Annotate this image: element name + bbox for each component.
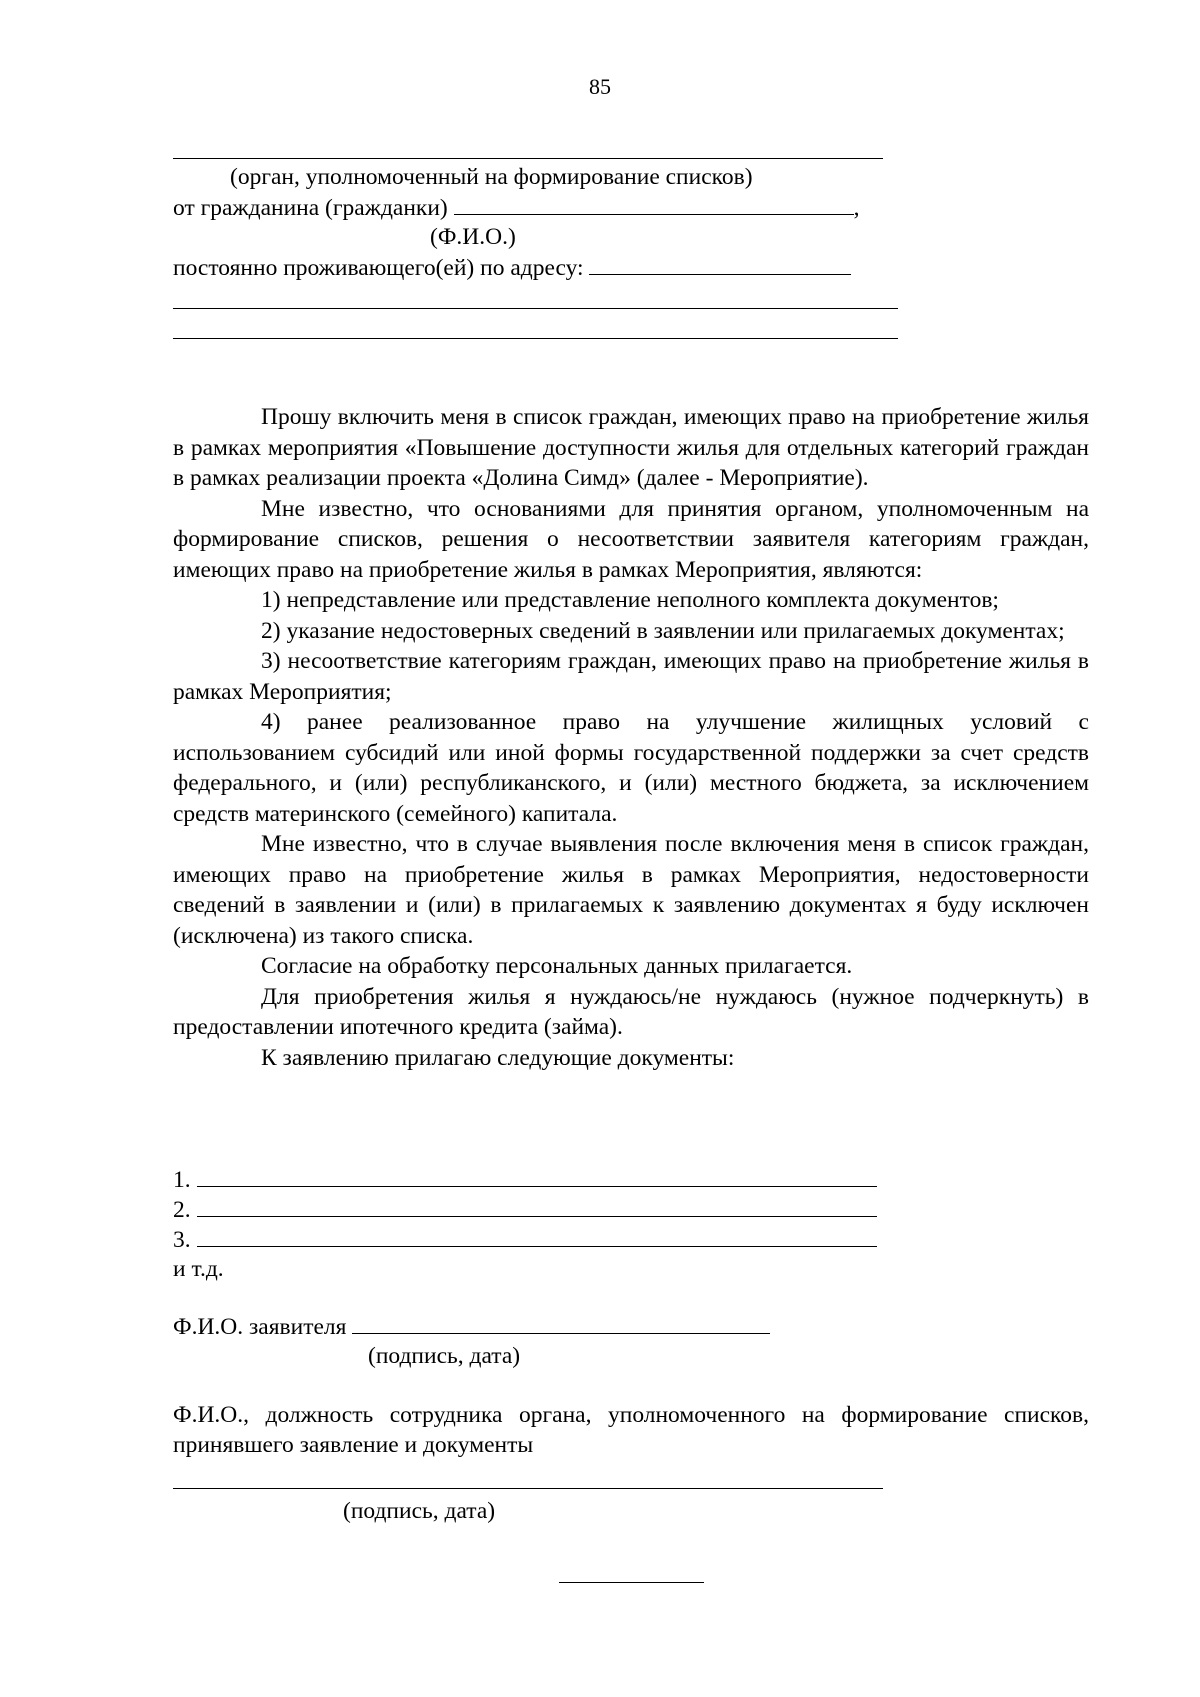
employee-caption: (подпись, дата)	[343, 1498, 496, 1524]
ground-item-4: 4) ранее реализованное право на улучшение жилищных условий с использованием субсидий или иной формы государственной поддержки за счет средств федерального, и (или) республиканского, и (или) местного бюджета, за исключением средств материнского (семейного) капитала.	[173, 709, 1089, 827]
paragraph-exclusion: Мне известно, что в случае выявления после включения меня в список граждан, имеющих право на приобретение жилья в рамках Мероприятия, недостоверности сведений в заявлении и (или) в прилагаемых к заявлению документах я буду исключен (исключена) из такого списка.	[173, 831, 1089, 949]
ground-item-3: 3) несоответствие категориям граждан, имеющих право на приобретение жилья в рамках Мероприятия;	[173, 648, 1089, 705]
organ-caption: (орган, уполномоченный на формирование списков)	[230, 164, 753, 190]
paragraph-mortgage: Для приобретения жилья я нуждаюсь/не нуждаюсь (нужное подчеркнуть) в предоставлении ипотечного кредита (займа).	[173, 983, 1089, 1040]
organ-line[interactable]	[173, 158, 883, 159]
attachment-item-3	[173, 1224, 877, 1255]
applicant-signature-field[interactable]	[352, 1311, 770, 1334]
address-line-3[interactable]	[173, 338, 898, 339]
ground-item-1: 1) непредставление или представление неполного комплекта документов;	[261, 587, 999, 613]
attachment-field-2[interactable]	[197, 1194, 877, 1217]
page-number: 85	[589, 74, 611, 99]
attachment-number: 1.	[173, 1167, 191, 1193]
from-citizen-row	[173, 192, 859, 223]
employee-signature-line[interactable]	[173, 1488, 883, 1489]
address-line-2[interactable]	[173, 308, 898, 309]
citizen-name-field[interactable]	[454, 192, 854, 215]
address-label: постоянно проживающего(ей) по адресу:	[173, 255, 584, 281]
statement-body	[173, 402, 1089, 1073]
comma: ,	[853, 195, 860, 221]
attachment-item-1	[173, 1164, 877, 1195]
attachment-number: 3.	[173, 1227, 191, 1253]
paragraph-attachments-intro: К заявлению прилагаю следующие документы:	[261, 1044, 735, 1071]
applicant-row	[173, 1311, 770, 1342]
applicant-caption: (подпись, дата)	[368, 1343, 521, 1369]
paragraph-grounds: Мне известно, что основаниями для принятия органом, уполномоченным на формирование списков, решения о несоответствии заявителя категориям граждан, имеющих право на приобретение жилья в рамках Мероприятия, являются:	[173, 495, 1089, 583]
attachments-etc: и т.д.	[173, 1256, 224, 1282]
from-citizen-label: от гражданина (гражданки)	[173, 195, 448, 221]
employee-text	[173, 1400, 1089, 1460]
attachment-field-3[interactable]	[197, 1224, 877, 1247]
end-separator	[559, 1582, 704, 1583]
attachment-number: 2.	[173, 1197, 191, 1223]
attachment-field-1[interactable]	[197, 1164, 877, 1187]
paragraph-consent: Согласие на обработку персональных данных прилагается.	[261, 953, 853, 979]
attachment-item-2	[173, 1194, 877, 1225]
ground-item-2: 2) указание недостоверных сведений в заявлении или прилагаемых документах;	[261, 617, 1065, 644]
paragraph-request: Прошу включить меня в список граждан, имеющих право на приобретение жилья в рамках мероприятия «Повышение доступности жилья для отдельных категорий граждан в рамках реализации проекта «Долина Симд» (далее - Мероприятие).	[173, 404, 1089, 491]
address-field[interactable]	[589, 252, 851, 275]
employee-description: Ф.И.О., должность сотрудника органа, уполномоченного на формирование списков, принявшего заявление и документы	[173, 1402, 1089, 1458]
applicant-label: Ф.И.О. заявителя	[173, 1314, 347, 1340]
fio-caption: (Ф.И.О.)	[430, 224, 516, 250]
address-row	[173, 252, 851, 283]
